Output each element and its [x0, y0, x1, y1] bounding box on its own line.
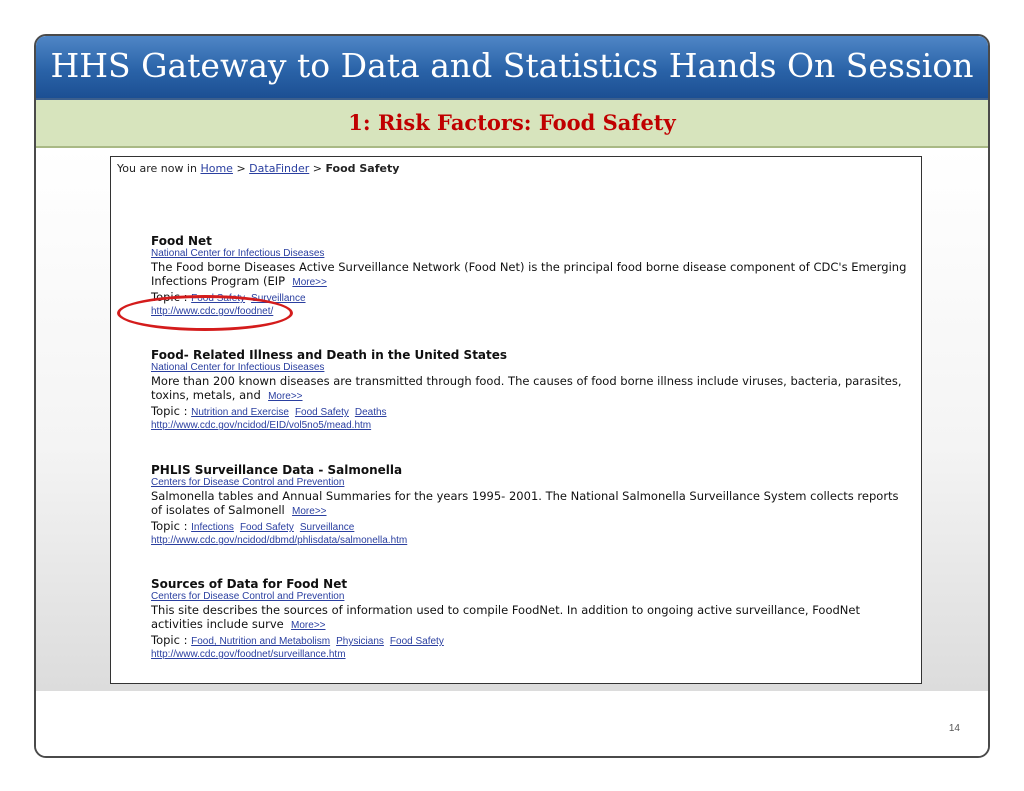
breadcrumb-current: Food Safety — [325, 162, 400, 175]
entry-title: Sources of Data for Food Net — [151, 577, 348, 591]
entry-title: Food- Related Illness and Death in the United States — [151, 348, 508, 362]
entry-url-link[interactable]: http://www.cdc.gov/ncidod/dbmd/phlisdata/salmonella.htm — [151, 535, 408, 546]
topic-link[interactable]: Food Safety — [294, 407, 349, 418]
entry-description: Salmonella tables and Annual Summaries for the years 1995- 2001. The National Salmonella Surveillance System collects reports of isolates of Salmonell More>> — [151, 489, 899, 517]
slide-footer — [36, 691, 988, 758]
entry-url-link[interactable]: http://www.cdc.gov/foodnet/ — [151, 306, 274, 317]
topic-link[interactable]: Nutrition and Exercise — [191, 407, 289, 418]
breadcrumb-datafinder-link[interactable]: DataFinder — [249, 162, 310, 175]
entry-url-link[interactable]: http://www.cdc.gov/ncidod/EID/vol5no5/mead.htm — [151, 420, 372, 431]
embedded-screenshot — [110, 156, 922, 684]
more-link[interactable]: More>> — [268, 391, 303, 402]
topic-link[interactable]: Surveillance — [251, 293, 306, 304]
entry-url-link[interactable]: http://www.cdc.gov/foodnet/surveillance.htm — [151, 649, 346, 660]
entry-description: The Food borne Diseases Active Surveillance Network (Food Net) is the principal food borne disease component of CDC's Emerging Infections Program (EIP More>> — [151, 260, 907, 288]
topic-link[interactable]: Infections — [191, 522, 234, 533]
entry-title: PHLIS Surveillance Data - Salmonella — [151, 463, 403, 477]
entry-topics: Topic : Food Safety Surveillance — [151, 290, 306, 304]
entry-description: This site describes the sources of information used to compile FoodNet. In addition to ongoing active surveillance, FoodNet activities include surve More>> — [151, 603, 860, 631]
slide-subtitle: 1: Risk Factors: Food Safety — [36, 100, 988, 148]
topic-link[interactable]: Deaths — [354, 407, 387, 418]
entry-source-link[interactable]: National Center for Infectious Diseases — [151, 248, 325, 259]
topic-link[interactable]: Surveillance — [299, 522, 355, 533]
topic-link[interactable]: Food Safety — [191, 293, 246, 304]
entry-source-link[interactable]: Centers for Disease Control and Prevention — [151, 477, 345, 488]
result-entry — [151, 577, 911, 661]
slide-body — [36, 148, 988, 691]
highlight-ellipse — [117, 295, 293, 331]
topic-link[interactable]: Physicians — [336, 636, 384, 647]
entry-source-link[interactable]: Centers for Disease Control and Prevention — [151, 591, 345, 602]
result-entry — [151, 348, 911, 432]
breadcrumb-separator: > — [236, 162, 246, 175]
topic-link[interactable]: Food, Nutrition and Metabolism — [191, 636, 331, 647]
more-link[interactable]: More>> — [292, 506, 327, 517]
entry-topics: Topic : Food, Nutrition and Metabolism Physicians Food Safety — [151, 633, 444, 647]
breadcrumb-home-link[interactable]: Home — [200, 162, 233, 175]
more-link[interactable]: More>> — [291, 620, 326, 631]
page-number: 14 — [948, 723, 960, 734]
entry-topics: Topic : Nutrition and Exercise Food Safety Deaths — [151, 404, 387, 418]
result-entry — [151, 463, 911, 547]
entry-description: More than 200 known diseases are transmitted through food. The causes of food borne illness include viruses, bacteria, parasites, toxins, metals, and More>> — [151, 374, 902, 402]
breadcrumb-separator: > — [312, 162, 322, 175]
more-link[interactable]: More>> — [292, 277, 327, 288]
entry-title: Food Net — [151, 234, 212, 248]
topic-link[interactable]: Food Safety — [239, 522, 294, 533]
slide-title: HHS Gateway to Data and Statistics Hands On Session — [36, 36, 988, 100]
entry-source-link[interactable]: National Center for Infectious Diseases — [151, 362, 325, 373]
entry-topics: Topic : Infections Food Safety Surveillance — [151, 519, 355, 533]
breadcrumb-prefix: You are now in — [117, 162, 197, 175]
slide-frame — [34, 34, 990, 758]
breadcrumb — [117, 162, 399, 175]
topic-link[interactable]: Food Safety — [389, 636, 444, 647]
